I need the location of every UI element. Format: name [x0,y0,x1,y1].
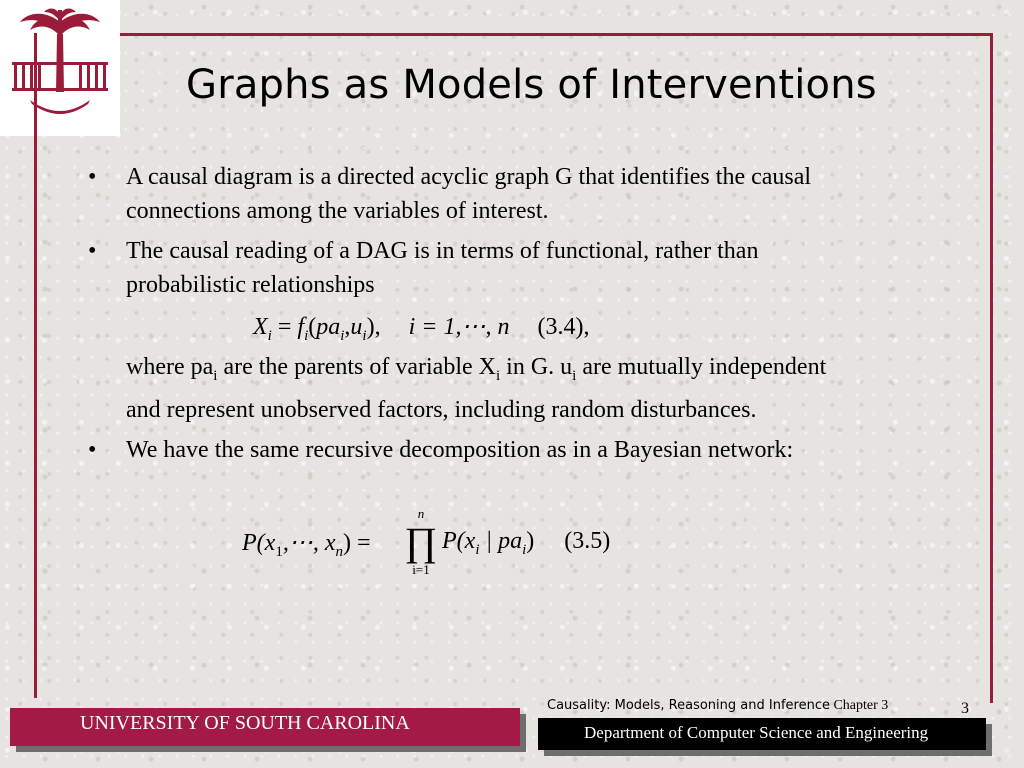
eq-label: (3.4), [537,314,590,340]
frame-left-border [34,33,37,698]
eq-range: i = 1,⋯, n [408,314,510,340]
department-name: Department of Computer Science and Engineering [584,723,929,742]
where-text-part: are mutually independent and represent unobserved factors, including random disturbances. [126,354,827,423]
bullet-dot-icon: • [88,238,97,264]
eq-subscript: n [335,543,343,560]
eq-symbol: ( [308,314,317,340]
eq-symbol: = [271,314,298,340]
equation-3-4 [253,312,589,345]
eq-symbol: X [253,314,268,340]
product-lower-limit: i=1 [412,562,430,577]
product-operator [404,506,438,580]
course-chapter-line [547,697,888,714]
department-banner [538,718,986,750]
eq-subscript: i [362,327,367,344]
eq-symbol: | pa [479,528,523,554]
eq-symbol: u [350,314,363,340]
eq-symbol: ) [526,528,535,554]
bullet-dot-icon: • [88,164,97,190]
university-banner [10,708,520,746]
eq-label: (3.5) [564,528,611,554]
bullet-item [80,433,840,467]
bullet-text: A causal diagram is a directed acyclic graph G that identifies the causal connections among the variables of interest. [126,164,812,224]
eq-symbol: ) = [342,530,371,556]
where-text-part: in G. u [500,354,573,380]
frame-top-border [120,33,993,36]
slide-title: Graphs as Models of Interventions [186,62,877,108]
bullet-text: We have the same recursive decomposition as in a Bayesian network: [126,436,794,463]
eq-subscript: i [340,327,345,344]
eq-subscript: i [522,541,527,558]
where-text-part: are the parents of variable X [217,354,496,380]
bullet-dot-icon: • [88,436,97,463]
university-logo [0,0,120,136]
eq-lhs [242,528,371,561]
course-title: Causality: Models, Reasoning and Inference [547,698,830,713]
eq-symbol: P(x [242,530,276,556]
bullet-text: The causal reading of a DAG is in terms of functional, rather than probabilistic relationships [126,238,759,298]
eq-symbol: ,⋯, x [282,530,336,556]
where-paragraph [80,350,840,427]
where-text-part: where pa [126,354,214,380]
bullet-item [80,234,840,302]
eq-symbol: pa [316,314,341,340]
eq-subscript: i [267,327,272,344]
product-symbol-icon: ∏ [404,519,438,564]
frame-right-border [990,33,993,703]
product-upper-limit: n [417,506,425,521]
subscript: i [213,367,218,384]
subscript: i [495,367,501,384]
eq-subscript: i [475,541,480,558]
chapter-label: Chapter 3 [829,698,889,713]
university-name: UNIVERSITY OF SOUTH CAROLINA [80,712,410,734]
eq-symbol: P(x [442,528,476,554]
eq-rhs [442,528,610,559]
palmetto-tree-icon [0,0,120,136]
subscript: i [572,367,577,384]
eq-symbol: , [344,314,351,340]
eq-symbol: f [297,314,305,340]
eq-subscript: i [304,327,309,344]
eq-symbol: ), [366,314,381,340]
eq-subscript: 1 [275,543,283,560]
bullet-item [80,160,840,228]
page-number: 3 [961,700,969,717]
